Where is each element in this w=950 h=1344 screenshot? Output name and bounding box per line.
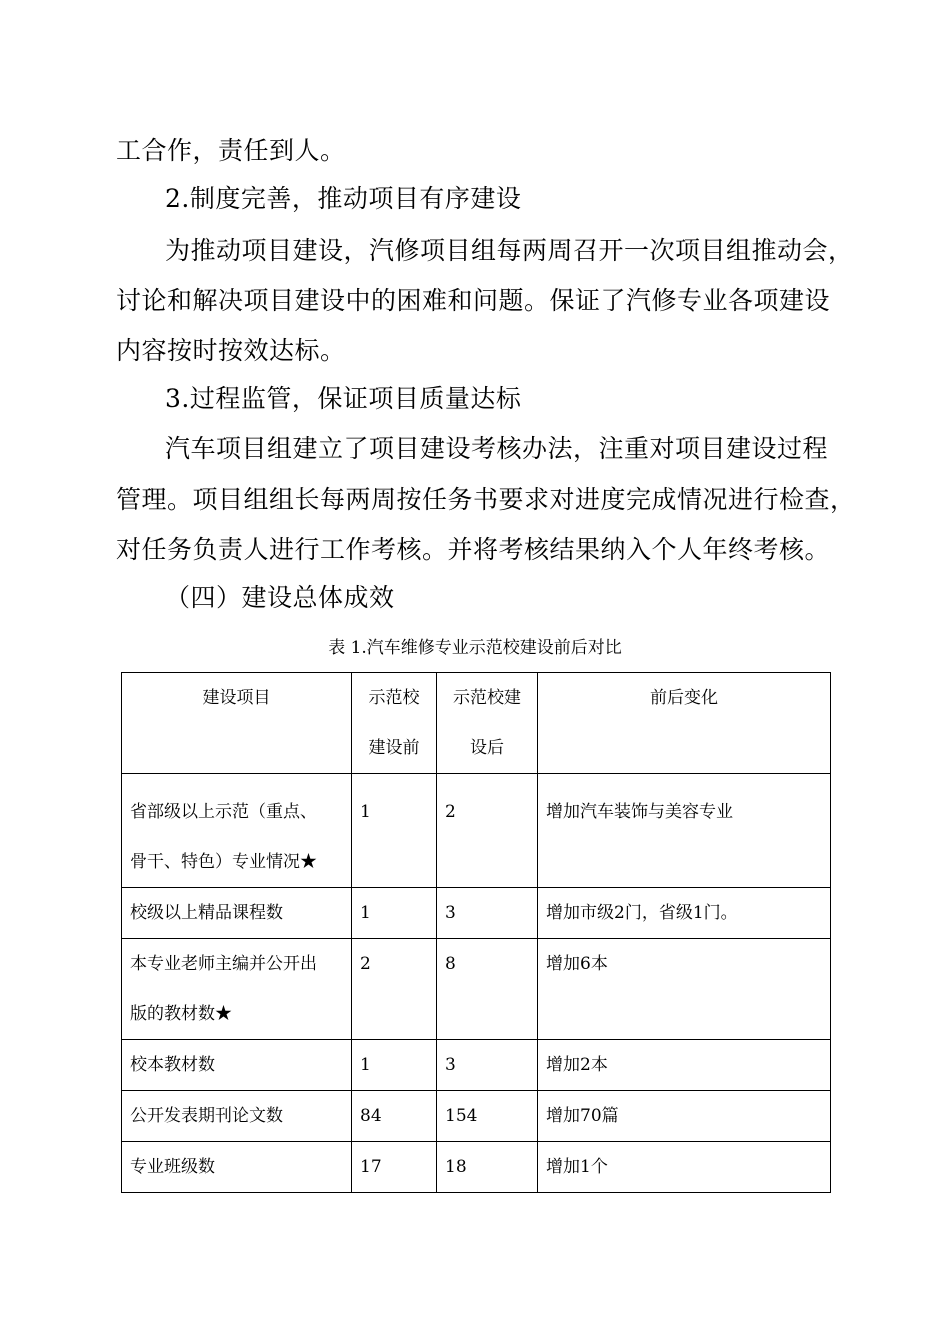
cell-before: 84 xyxy=(352,1091,437,1142)
table-row xyxy=(122,888,831,939)
header-after: 示范校建 设后 xyxy=(437,673,538,774)
cell-item: 公开发表期刊论文数 xyxy=(122,1091,352,1142)
section-heading: 2.制度完善，推动项目有序建设 xyxy=(165,184,522,213)
header-item: 建设项目 xyxy=(122,673,352,774)
cell-after: 8 xyxy=(437,939,538,1040)
cell-item: 本专业老师主编并公开出 版的教材数★ xyxy=(122,939,352,1040)
cell-before: 17 xyxy=(352,1142,437,1193)
cell-change: 增加6本 xyxy=(538,939,831,1040)
cell-change: 增加2本 xyxy=(538,1040,831,1091)
cell-item: 省部级以上示范（重点、 骨干、特色）专业情况★ xyxy=(122,774,352,888)
cell-item: 校本教材数 xyxy=(122,1040,352,1091)
cell-change: 增加汽车装饰与美容专业 xyxy=(538,774,831,888)
cell-before: 1 xyxy=(352,1040,437,1091)
table-row xyxy=(122,1142,831,1193)
cell-before: 2 xyxy=(352,939,437,1040)
paragraph-line: 讨论和解决项目建设中的困难和问题。保证了汽修专业各项建设 xyxy=(116,286,831,315)
cell-before: 1 xyxy=(352,888,437,939)
cell-item: 专业班级数 xyxy=(122,1142,352,1193)
cell-after: 3 xyxy=(437,888,538,939)
cell-after: 2 xyxy=(437,774,538,888)
cell-before: 1 xyxy=(352,774,437,888)
section-heading: 3.过程监管，保证项目质量达标 xyxy=(165,384,522,413)
table-row xyxy=(122,1040,831,1091)
table-caption: 表 1.汽车维修专业示范校建设前后对比 xyxy=(328,638,622,658)
table-row xyxy=(122,1091,831,1142)
header-change: 前后变化 xyxy=(538,673,831,774)
paragraph-line: 为推动项目建设，汽修项目组每两周召开一次项目组推动会， xyxy=(165,236,854,265)
paragraph-line: 内容按时按效达标。 xyxy=(116,336,346,365)
paragraph-line: 汽车项目组建立了项目建设考核办法，注重对项目建设过程 xyxy=(165,434,829,463)
paragraph-line: 对任务负责人进行工作考核。并将考核结果纳入个人年终考核。 xyxy=(116,535,831,564)
section-heading: （四）建设总体成效 xyxy=(165,583,395,612)
cell-change: 增加1个 xyxy=(538,1142,831,1193)
header-before: 示范校 建设前 xyxy=(352,673,437,774)
cell-change: 增加市级2门，省级1门。 xyxy=(538,888,831,939)
cell-after: 18 xyxy=(437,1142,538,1193)
table-row xyxy=(122,939,831,1040)
table-row xyxy=(122,774,831,888)
comparison-table xyxy=(121,672,831,1193)
paragraph-line: 工合作，责任到人。 xyxy=(116,136,346,165)
cell-item: 校级以上精品课程数 xyxy=(122,888,352,939)
cell-change: 增加70篇 xyxy=(538,1091,831,1142)
table-header-row xyxy=(122,673,831,774)
paragraph-line: 管理。项目组组长每两周按任务书要求对进度完成情况进行检查， xyxy=(116,485,856,514)
cell-after: 154 xyxy=(437,1091,538,1142)
cell-after: 3 xyxy=(437,1040,538,1091)
